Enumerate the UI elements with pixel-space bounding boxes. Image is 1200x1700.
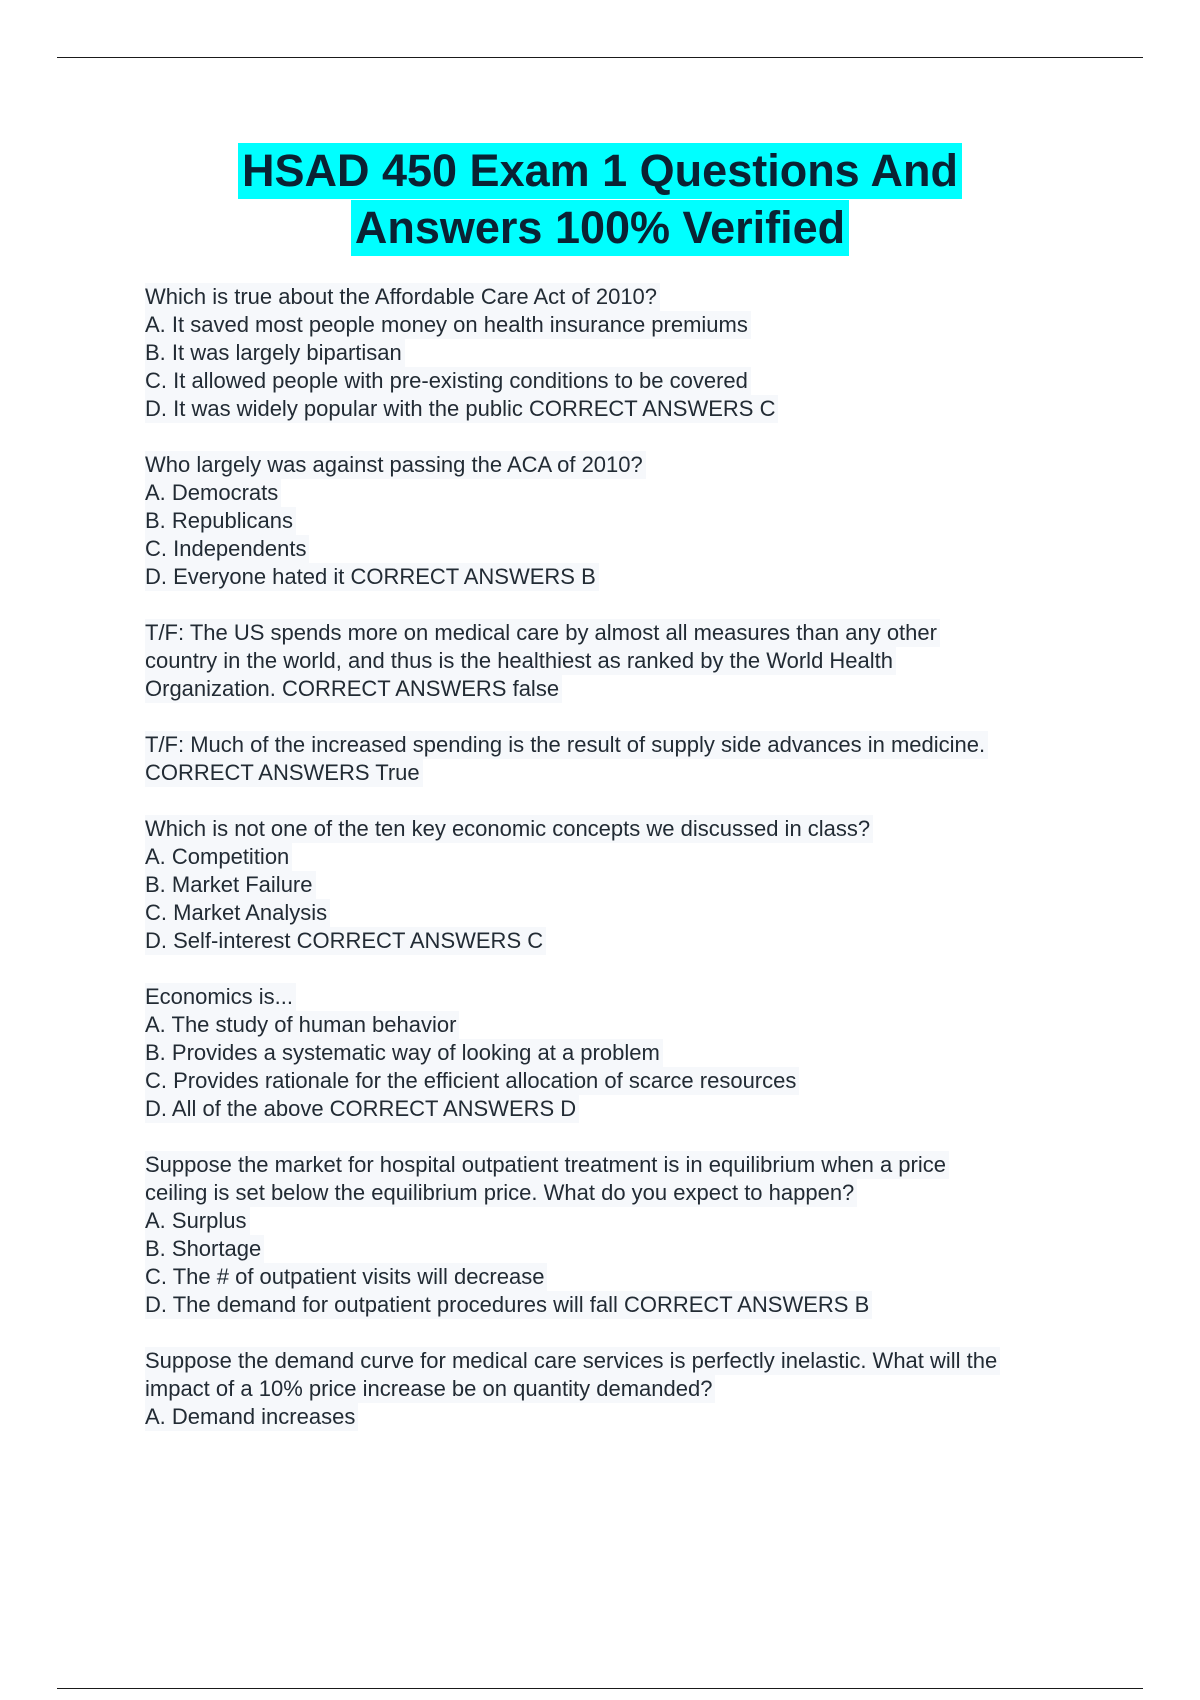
question-text: T/F: The US spends more on medical care by almost all measures than any other xyxy=(145,619,940,647)
question-line: impact of a 10% price increase be on quantity demanded? xyxy=(145,1375,715,1403)
question-line: C. It allowed people with pre-existing conditions to be covered xyxy=(145,367,751,395)
question-block xyxy=(145,815,1095,955)
question-block xyxy=(145,1151,1095,1319)
question-line: A. The study of human behavior xyxy=(145,1011,459,1039)
top-rule xyxy=(57,57,1143,58)
question-block xyxy=(145,731,1095,787)
question-line: C. Provides rationale for the efficient allocation of scarce resources xyxy=(145,1067,799,1095)
question-text: Who largely was against passing the ACA of 2010? xyxy=(145,451,646,479)
title-line-1: HSAD 450 Exam 1 Questions And xyxy=(238,143,962,199)
question-text: Economics is... xyxy=(145,983,296,1011)
question-line: D. All of the above CORRECT ANSWERS D xyxy=(145,1095,579,1123)
question-line: ceiling is set below the equilibrium price. What do you expect to happen? xyxy=(145,1179,857,1207)
page-title xyxy=(0,143,1200,257)
question-line: D. Everyone hated it CORRECT ANSWERS B xyxy=(145,563,599,591)
question-line: B. It was largely bipartisan xyxy=(145,339,405,367)
question-line: B. Provides a systematic way of looking at a problem xyxy=(145,1039,663,1067)
question-line: C. Market Analysis xyxy=(145,899,330,927)
question-text: Suppose the demand curve for medical care services is perfectly inelastic. What will the xyxy=(145,1347,1000,1375)
question-block xyxy=(145,983,1095,1123)
question-line: D. It was widely popular with the public CORRECT ANSWERS C xyxy=(145,395,778,423)
question-line: B. Shortage xyxy=(145,1235,264,1263)
question-line: B. Republicans xyxy=(145,507,296,535)
question-line: A. Surplus xyxy=(145,1207,250,1235)
question-text: Which is true about the Affordable Care Act of 2010? xyxy=(145,283,660,311)
question-line: D. Self-interest CORRECT ANSWERS C xyxy=(145,927,546,955)
question-line: country in the world, and thus is the healthiest as ranked by the World Health xyxy=(145,647,896,675)
question-line: Organization. CORRECT ANSWERS false xyxy=(145,675,562,703)
question-block xyxy=(145,451,1095,591)
question-line: D. The demand for outpatient procedures will fall CORRECT ANSWERS B xyxy=(145,1291,872,1319)
question-line: C. The # of outpatient visits will decrease xyxy=(145,1263,547,1291)
question-line: A. It saved most people money on health insurance premiums xyxy=(145,311,751,339)
title-line-2: Answers 100% Verified xyxy=(351,200,849,256)
question-line: CORRECT ANSWERS True xyxy=(145,759,423,787)
question-text: T/F: Much of the increased spending is the result of supply side advances in medicine. xyxy=(145,731,988,759)
question-block xyxy=(145,1347,1095,1431)
question-block xyxy=(145,619,1095,703)
question-text: Which is not one of the ten key economic concepts we discussed in class? xyxy=(145,815,873,843)
question-line: A. Competition xyxy=(145,843,292,871)
document-body xyxy=(145,283,1095,1459)
question-line: C. Independents xyxy=(145,535,309,563)
question-line: B. Market Failure xyxy=(145,871,316,899)
question-line: A. Demand increases xyxy=(145,1403,358,1431)
question-line: A. Democrats xyxy=(145,479,281,507)
question-text: Suppose the market for hospital outpatient treatment is in equilibrium when a price xyxy=(145,1151,949,1179)
bottom-rule xyxy=(57,1688,1143,1689)
question-block xyxy=(145,283,1095,423)
